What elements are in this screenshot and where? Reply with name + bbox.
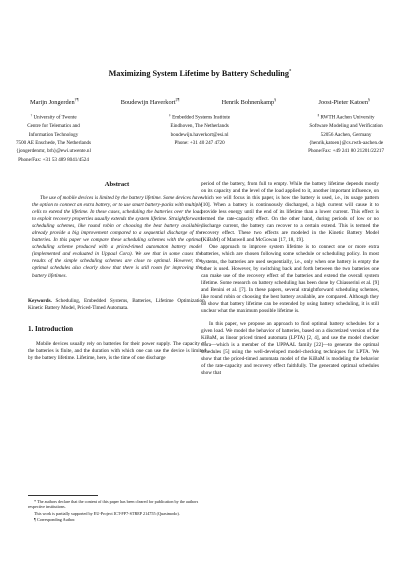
section-introduction-title: 1. Introduction bbox=[28, 324, 73, 333]
title-text: Maximizing System Lifetime by Battery Scheduling bbox=[108, 69, 289, 78]
right-paragraph-3: In this paper, we propose an approach to find optimal battery schedules for a given load. We model the behavior of batteries, based on a discretized version of the KiBaM, as linear priced timed automata (LPTA) [2, 4], and use the model checker Cora—which is a member of the UPPAAL family [22]—to generate the optimal schedules [5] using the well-developed model-checking techniques for LPTA. We show that the priced-timed automata model of the KiBaM is modeling the behavior of the rate-capacity and recovery effect faithfully. The generated optimal schedules show that bbox=[201, 320, 379, 377]
title-footnote-mark: * bbox=[288, 69, 292, 75]
affiliation-rwth: § RWTH Aachen University Software Modeling and Verification 52056 Aachen, Germany {henrik,katoen}@cs.rwth-aachen.de Phone/Fax: +49 241 80 21201/22217 bbox=[308, 113, 384, 155]
author-4: Joost-Pieter Katoen§ bbox=[318, 97, 370, 107]
right-paragraph-1: period of the battery, from full to empty. While the battery lifetime depends mostly on its capacity and the level of the load applied to it, another important influence, on which we will focus in this paper, is how the battery is used, i.e., its usage pattern [10]. When a battery is continuously discharged, a high current will cause it to provide less energy until the end of its lifetime than a lower current. This effect is termed the rate-capacity effect. On the other hand, during periods of low or no discharge current, the battery can recover to a certain extend. This is termed the recovery effect. These two effects are modeled in the Kinetic Battery Model (KiBaM) of Manwell and McGowan [17, 18, 19]. bbox=[201, 181, 379, 244]
author-3: Henrik Bohnenkamp§ bbox=[221, 97, 277, 107]
keywords bbox=[28, 298, 206, 312]
affiliation-twente: † University of Twente Centre for Telematics and Information Technology 7500 AE Enschede, The Netherlands {jongerdenmr, brh}@ewi.utwente.nl Phone/Fax: +31 53 489 8041/4524 bbox=[16, 113, 92, 163]
affiliation-esi: ‡ Embedded Systems Institute Eindhoven, The Netherlands boudewijn.haverkort@esi.nl Phone: +31 40 247 4720 bbox=[169, 113, 231, 146]
affiliation-list bbox=[16, 111, 384, 164]
keywords-text: Scheduling, Embedded Systems, Batteries, Lifetime Optimization, Kinetic Battery Model, Priced-Timed Automata. bbox=[28, 297, 207, 311]
right-paragraph-2: One approach to improve system lifetime is to connect one or more extra batteries, which are chosen following some schedule or scheduling policy. In most systems, the batteries are used sequentially, i.e., only when one battery is empty the other is used. However, by switching back and forth between the two batteries one can make use of the recovery effect of the batteries and extend the overall system lifetime. Some research on battery scheduling has been done by Chiasserini et al. [9] and Benini et al. [7]. In these papers, several straightforward scheduling schemes, like round robin or choosing the best battery available, are compared. Although they do show that battery lifetime can be extended by using battery scheduling, it is still unclear what the maximum possible lifetime is. bbox=[201, 244, 379, 314]
left-column bbox=[28, 181, 206, 362]
author-1: Marijn Jongerden†¶ bbox=[30, 97, 79, 107]
footnote-2: This work is partially supported by EU-Project ICT-FP7-STREP 214755 (Quasimodo). bbox=[34, 510, 180, 516]
abstract-heading: Abstract bbox=[104, 181, 130, 188]
right-column bbox=[201, 181, 379, 377]
intro-paragraph-1: Mobile devices usually rely on batteries for their power supply. The capacity of the batteries is finite, and the duration with which one can use the device is limited by the battery lifetime. Lifetime, here, is the time of one discharge bbox=[28, 340, 206, 361]
footnotes bbox=[28, 495, 206, 524]
footnote-rule bbox=[28, 495, 98, 496]
abstract-text: The use of mobile devices is limited by the battery lifetime. Some devices have the option to connect an extra battery, or to use smart battery-packs with multiple cells to extend the lifetime. In these cases, scheduling the batteries over the load to exploit recovery properties usually extends the system lifetime. Straightforward scheduling schemes, like round robin or choosing the best battery available, already provide a big improvement compared to a sequential discharge of the batteries. In this paper we compare these scheduling schemes with the optimal scheduling scheme produced with a priced-timed automaton battery model (implemented and evaluated in Uppaal Cora). We see that in some cases the results of the simple scheduling schemes are close to optimal. However, the optimal schedules also clearly show that there is still room for improving the battery lifetimes. bbox=[32, 195, 202, 279]
author-list bbox=[30, 97, 370, 106]
keywords-label: Keywords. bbox=[28, 297, 52, 304]
author-2: Boudewijn Haverkort‡¶ bbox=[120, 97, 180, 107]
paper-title bbox=[0, 69, 400, 78]
footnote-3: ¶ Corresponding Author. bbox=[34, 517, 76, 523]
footnote-1: * The authors declare that the content of this paper has been cleared for publication by the authors respective institutions. bbox=[28, 499, 199, 510]
